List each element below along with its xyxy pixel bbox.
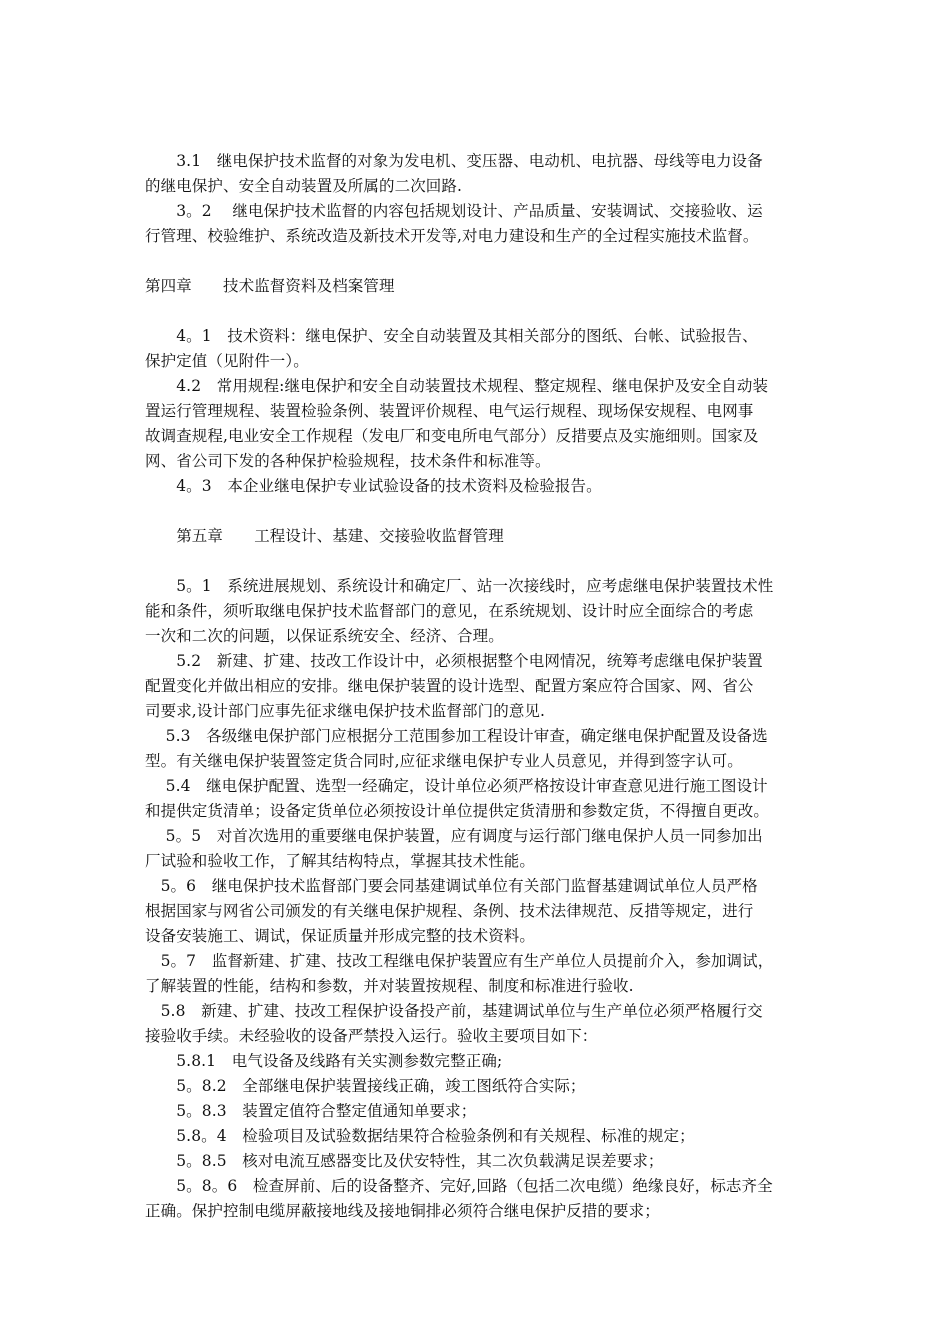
text-line: 厂试验和验收工作，了解其结构特点，掌握其技术性能。 [145, 852, 536, 870]
text-line: 5.3 各级继电保护部门应根据分工范围参加工程设计审查，确定继电保护配置及设备选 [145, 727, 768, 745]
text-line: 3.1 继电保护技术监督的对象为发电机、变压器、电动机、电抗器、母线等电力设备 [145, 152, 763, 170]
text-line: 和提供定货清单；设备定货单位必须按设计单位提供定货清册和参数定货，不得擅自更改。 [145, 802, 770, 820]
text-line: 故调查规程,电业安全工作规程（发电厂和变电所电气部分）反措要点及实施细则。国家及 [145, 427, 759, 445]
text-line: 的继电保护、安全自动装置及所属的二次回路. [145, 177, 463, 195]
text-line: 5。7 监督新建、扩建、技改工程继电保护装置应有生产单位人员提前介入，参加调试， [145, 952, 774, 970]
text-line: 5.8。4 检验项目及试验数据结果符合检验条例和有关规程、标准的规定； [145, 1127, 695, 1145]
text-line: 5。5 对首次选用的重要继电保护装置，应有调度与运行部门继电保护人员一同参加出 [145, 827, 763, 845]
text-line: 能和条件，须听取继电保护技术监督部门的意见，在系统规划、设计时应全面综合的考虑 [145, 602, 754, 620]
text-line: 5.8.1 电气设备及线路有关实测参数完整正确; [145, 1052, 503, 1070]
text-line: 5。8.5 核对电流互感器变比及伏安特性，其二次负载满足误差要求； [145, 1152, 664, 1170]
text-line: 5。6 继电保护技术监督部门要会同基建调试单位有关部门监督基建调试单位人员严格 [145, 877, 758, 895]
text-line: 司要求,设计部门应事先征求继电保护技术监督部门的意见. [145, 702, 546, 720]
text-line: 配置变化并做出相应的安排。继电保护装置的设计选型、配置方案应符合国家、网、省公 [145, 677, 754, 695]
text-line: 正确。保护控制电缆屏蔽接地线及接地铜排必须符合继电保护反措的要求； [145, 1202, 660, 1220]
chapter-heading: 第五章 工程设计、基建、交接验收监督管理 [145, 527, 504, 545]
text-line: 5。8.2 全部继电保护装置接线正确，竣工图纸符合实际； [145, 1077, 586, 1095]
text-line: 5。8.3 装置定值符合整定值通知单要求； [145, 1102, 477, 1120]
text-line: 了解装置的性能，结构和参数，并对装置按规程、制度和标准进行验收. [145, 977, 634, 995]
text-line: 保护定值（见附件一）。 [145, 352, 309, 370]
text-line: 设备安装施工、调试，保证质量并形成完整的技术资料。 [145, 927, 536, 945]
text-line: 4.2 常用规程:继电保护和安全自动装置技术规程、整定规程、继电保护及安全自动装 [145, 377, 769, 395]
text-line: 5。8。6 检查屏前、后的设备整齐、完好,回路（包括二次电缆）绝缘良好，标志齐全 [145, 1177, 773, 1195]
text-line: 型。有关继电保护装置签定货合同时,应征求继电保护专业人员意见，并得到签字认可。 [145, 752, 743, 770]
text-line: 5.8 新建、扩建、技改工程保护设备投产前，基建调试单位与生产单位必须严格履行交 [145, 1002, 763, 1020]
chapter-heading: 第四章 技术监督资料及档案管理 [145, 277, 395, 295]
text-line: 行管理、校验维护、系统改造及新技术开发等,对电力建设和生产的全过程实施技术监督。 [145, 227, 759, 245]
text-line: 5.2 新建、扩建、技改工作设计中，必须根据整个电网情况，统筹考虑继电保护装置 [145, 652, 763, 670]
text-line: 网、省公司下发的各种保护检验规程，技术条件和标准等。 [145, 452, 551, 470]
text-line: 接验收手续。未经验收的设备严禁投入运行。验收主要项目如下： [145, 1027, 598, 1045]
text-line: 根据国家与网省公司颁发的有关继电保护规程、条例、技术法律规范、反措等规定，进行 [145, 902, 754, 920]
text-line: 4。3 本企业继电保护专业试验设备的技术资料及检验报告。 [145, 477, 602, 495]
text-line: 4。1 技术资料：继电保护、安全自动装置及其相关部分的图纸、台帐、试验报告、 [145, 327, 758, 345]
text-line: 3。2 继电保护技术监督的内容包括规划设计、产品质量、安装调试、交接验收、运 [145, 202, 763, 220]
text-line: 5.4 继电保护配置、选型一经确定，设计单位必须严格按设计审查意见进行施工图设计 [145, 777, 768, 795]
text-line: 5。1 系统进展规划、系统设计和确定厂、站一次接线时，应考虑继电保护装置技术性 [145, 577, 774, 595]
text-line: 置运行管理规程、装置检验条例、装置评价规程、电气运行规程、现场保安规程、电网事 [145, 402, 754, 420]
text-line: 一次和二次的问题，以保证系统安全、经济、合理。 [145, 627, 504, 645]
